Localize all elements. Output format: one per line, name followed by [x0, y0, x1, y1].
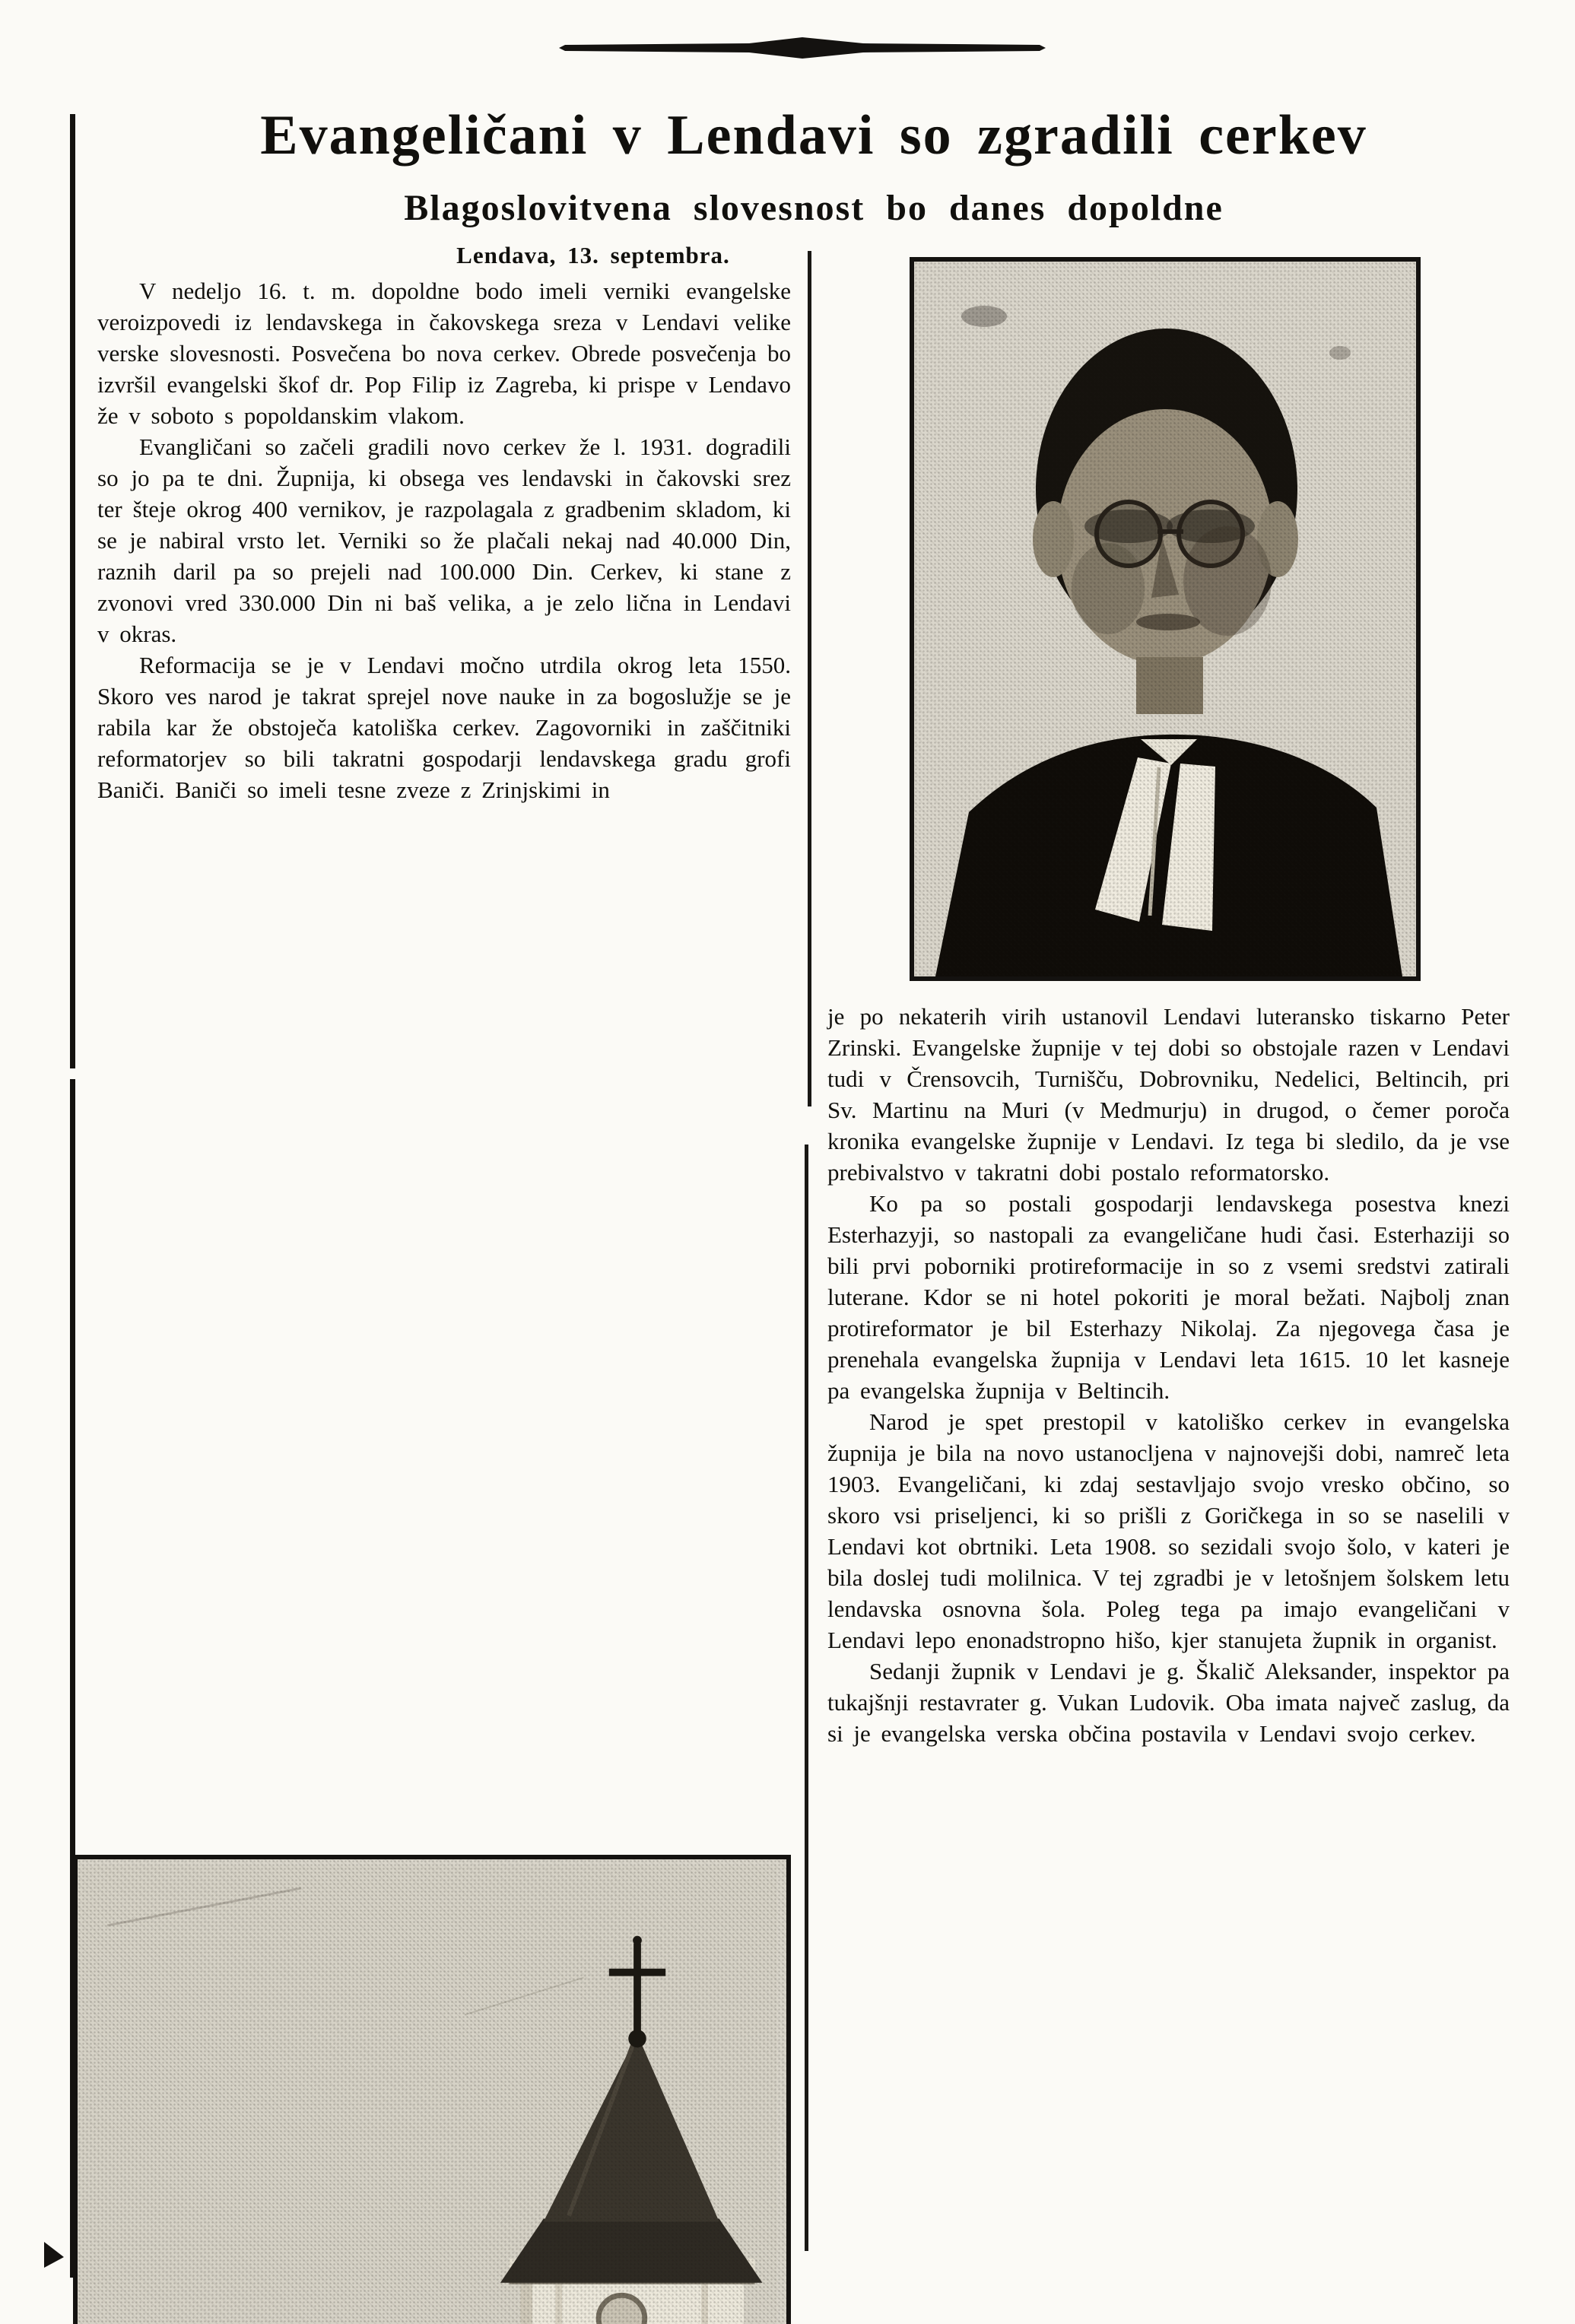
church-photo	[73, 1855, 791, 2324]
bottom-left-print-mark	[44, 2242, 64, 2268]
column-divider-rule-top	[808, 251, 811, 1106]
left-column	[97, 275, 791, 805]
portrait-photo	[910, 257, 1421, 981]
church-photo-illustration	[78, 1859, 777, 2324]
paragraph: Evangličani so začeli gradili novo cerkev že l. 1931. dogradili so jo pa te dni. Župnija, ki obsega ves lendavski in čakovski srez ter šteje okrog 400 vernikov, je razpolagala z gradbenim skladom, ki se je nabiral vrsto let. Verniki so že plačali nekaj nad 40.000 Din, raznih daril pa so prejeli nad 100.000 Din. Cerkev, ki stane z zvonovi vred 330.000 Din ni baš velika, a je zelo lična in Lendavi v okras.	[97, 433, 791, 647]
paragraph: Ko pa so postali gospodarji lendavskega posestva knezi Esterhazyji, so nastopali za evangeličane hudi časi. Esterhaziji so bili prvi poborniki protireformacije in so z vsemi sredstvi zatirali luterane. Kdor se ni hotel pokoriti je moral bežati. Najbolj znan protireformator je bil Esterhazy Nikolaj. Za njegovega časa je prenehala evangelska župnija v Lendavi leta 1615. 10 let kasneje pa evangelska župnija v Beltincih.	[827, 1190, 1510, 1404]
paragraph: Sedanji župnik v Lendavi je g. Škalič Aleksander, inspektor pa tukajšnji restavrater g. Vukan Ludovik. Oba imata največ zaslug, da si je evangelska verska občina postavila v Lendavi svojo cerkev.	[827, 1658, 1510, 1747]
headline: Evangeličani v Lendavi so zgradili cerkev	[260, 104, 1367, 167]
paragraph: Reformacija se je v Lendavi močno utrdila okrog leta 1550. Skoro ves narod je takrat sprejel nove nauke in za bogoslužje se je rabila kar že obstoječa katoliška cerkev. Zagovorniki in zaščitniki reformatorjev so bili takratni gospodarji lendavskega gradu grofi Baniči. Baniči so imeli tesne zveze z Zrinjskimi in	[97, 652, 791, 803]
column-divider-rule-bottom	[805, 1145, 808, 2251]
right-column	[827, 1001, 1510, 1749]
dateline: Lendava, 13. septembra.	[456, 242, 730, 268]
paragraph: je po nekaterih virih ustanovil Lendavi luteransko tiskarno Peter Zrinski. Evangelske župnije v tej dobi so obstojale razen v Lendavi tudi v Črensovcih, Turnišču, Dobrovniku, Nedelici, Beltincih, pri Sv. Martinu na Muri (v Medmurju) in drugod, o čemer poroča kronika evangelske župnije v Lendavi. Iz tega bi sledilo, da je vse prebivalstvo v takratni dobi postalo reformatorsko.	[827, 1003, 1510, 1186]
spindle-rule-ornament	[559, 37, 1046, 59]
subheadline: Blagoslovitvena slovesnost bo danes dopoldne	[404, 187, 1224, 228]
portrait-photo-illustration	[914, 262, 1416, 976]
article-header	[91, 106, 1536, 229]
paragraph: V nedeljo 16. t. m. dopoldne bodo imeli verniki evangelske veroizpovedi iz lendavskega in čakovskega sreza v Lendavi velike verske slovesnosti. Posvečena bo nova cerkev. Obrede posvečenja bo izvršil evangelski škof dr. Pop Filip iz Zagreba, ki prispe v Lendavo že v soboto s popoldanskim vlakom.	[97, 278, 791, 429]
paragraph: Narod je spet prestopil v katoliško cerkev in evangelska župnija je bila na novo ustanocljena v najnovejši dobi, namreč leta 1903. Evangeličani, ki zdaj sestavljajo svojo vresko občino, so skoro vsi priseljenci, ki so prišli z Goričkega in so se naselili v Lendavi kot obrtniki. Leta 1908. so sezidali svojo šolo, v kateri je bila doslej tudi molilnica. V tej zgradbi je v letošnjem šolskem letu lendavska osnovna šola. Poleg tega pa imajo evangeličani v Lendavi lepo enonadstropno hišo, kjer stanujeta župnik in organist.	[827, 1408, 1510, 1653]
